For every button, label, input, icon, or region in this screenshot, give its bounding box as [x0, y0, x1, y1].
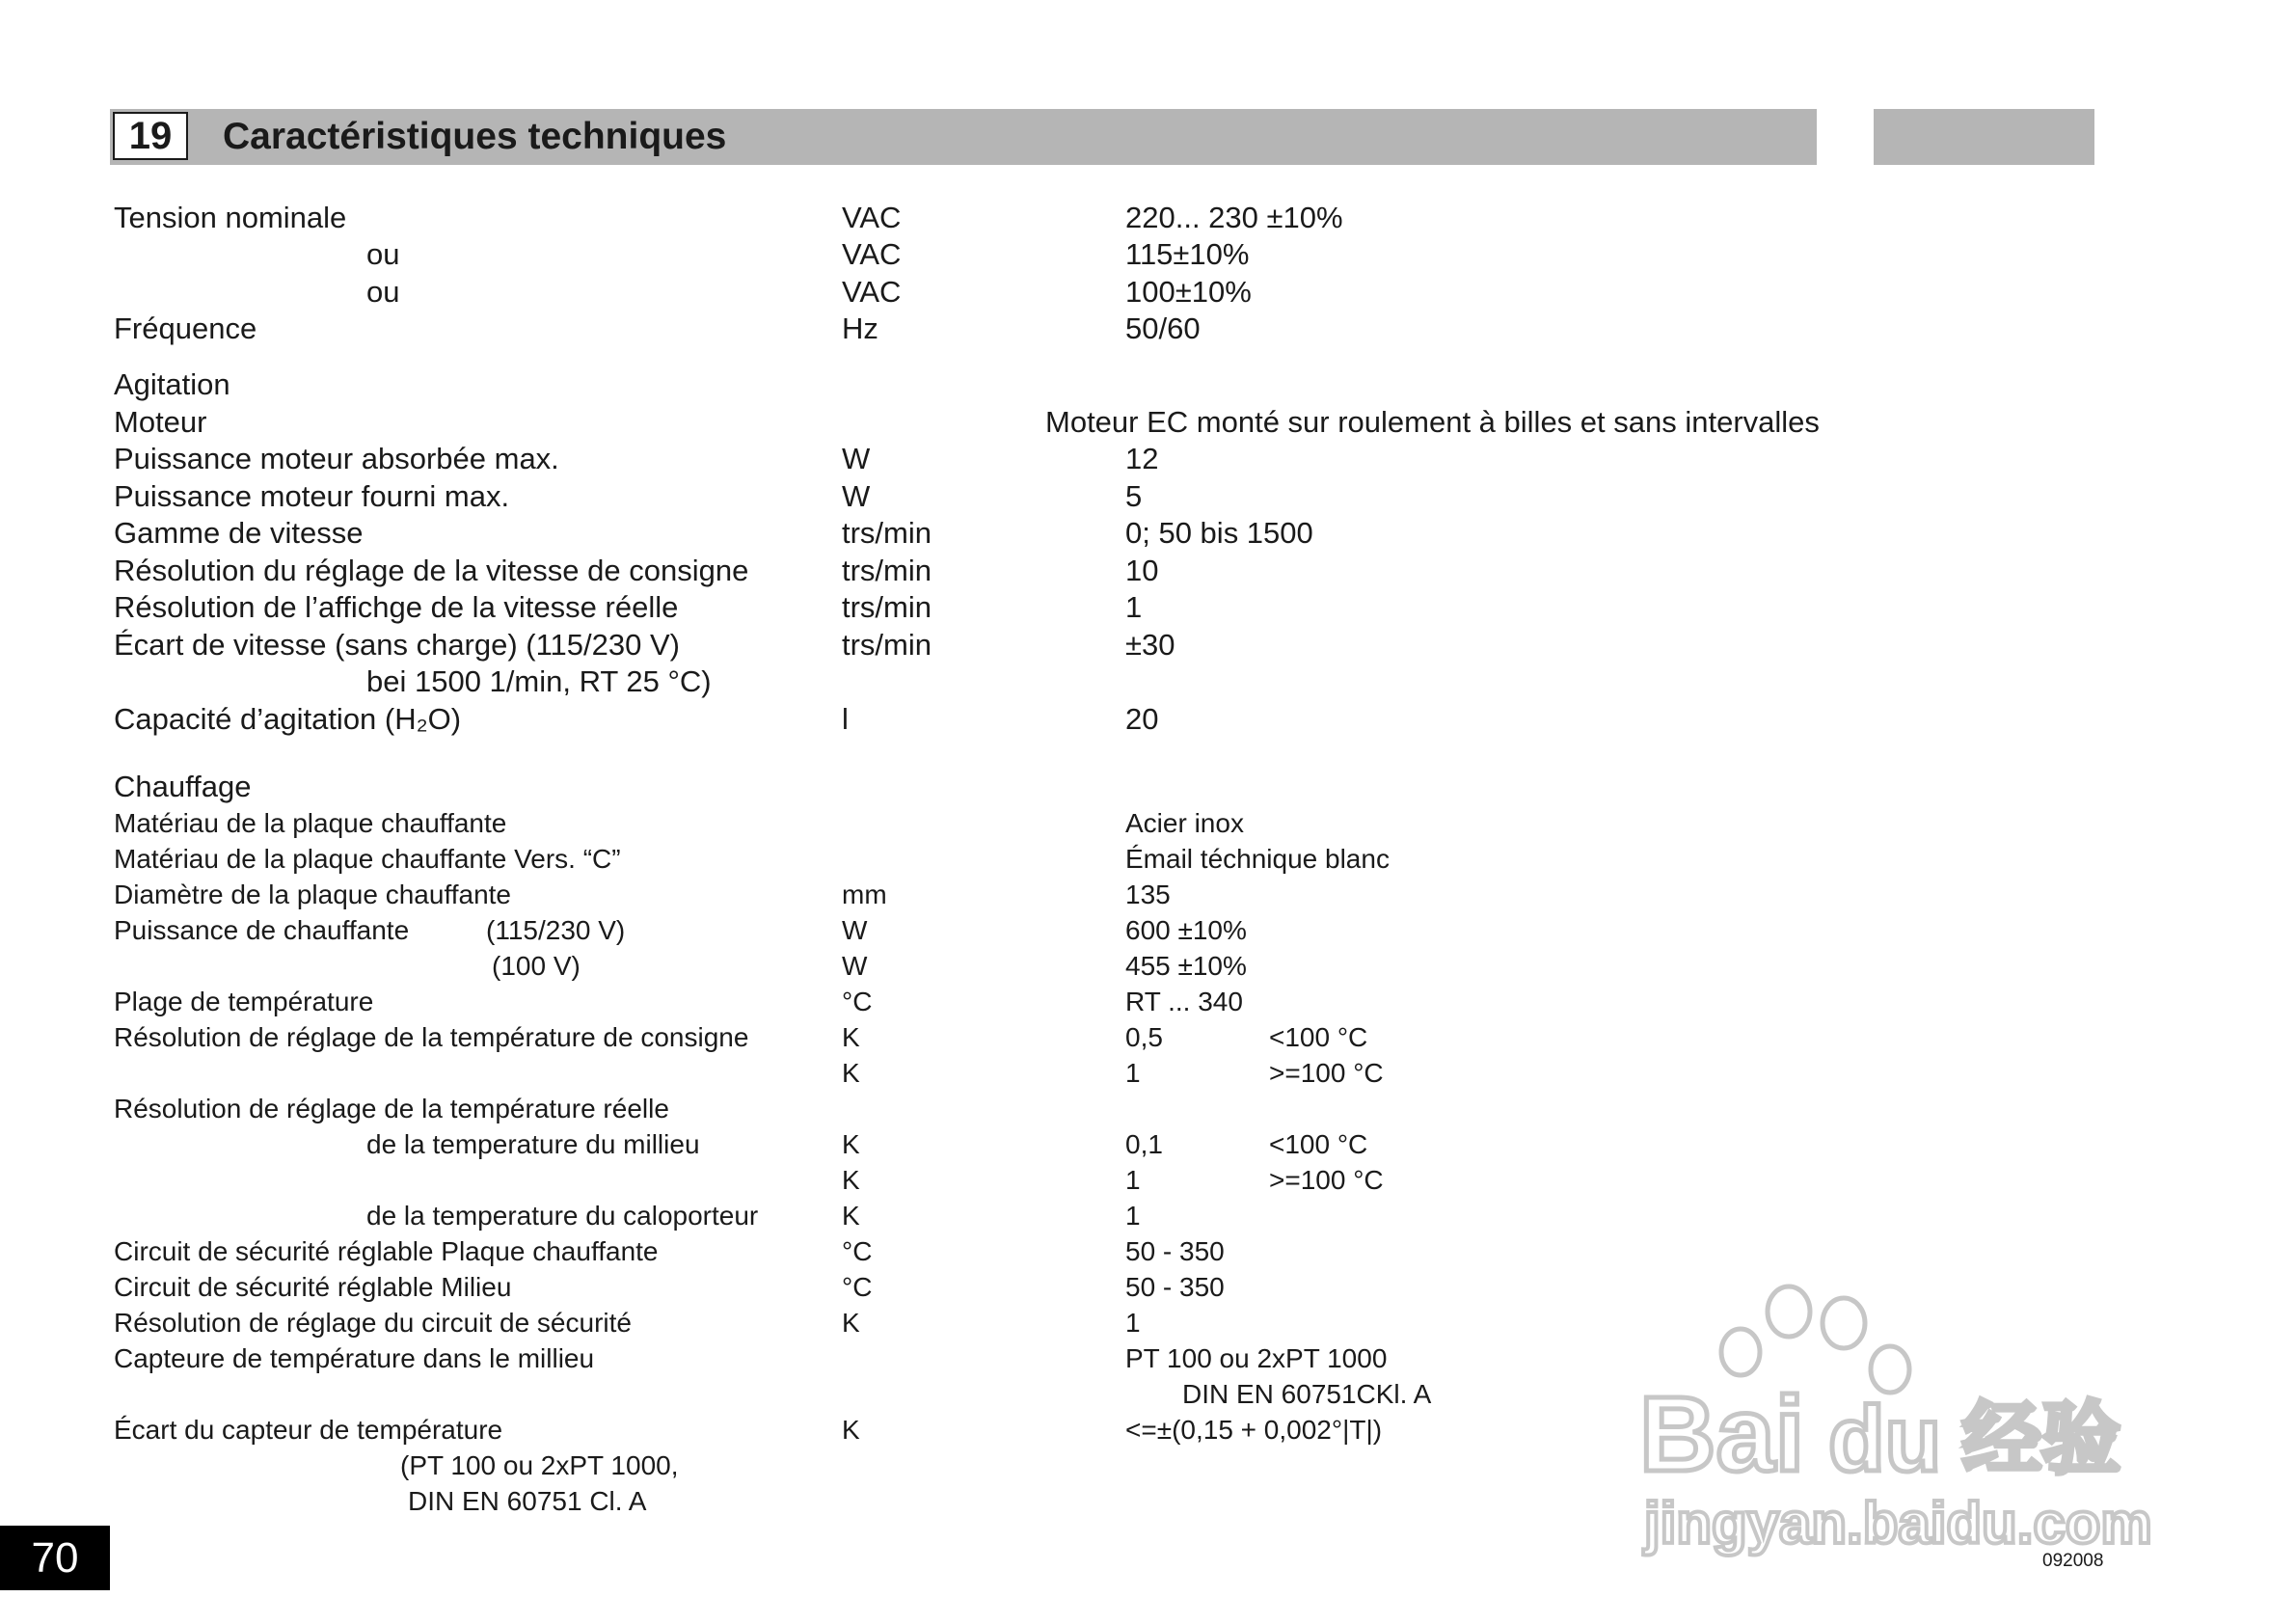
spec-row: [0, 515, 2296, 552]
spec-row: [0, 1198, 2296, 1234]
spec-value: 50 - 350: [1125, 1236, 1225, 1266]
spec-unit: K: [842, 1201, 860, 1231]
spec-value: 1: [1125, 1201, 1141, 1231]
spec-unit: trs/min: [842, 628, 932, 662]
spec-unit: W: [842, 915, 868, 945]
spec-row: [0, 701, 2296, 738]
spec-row: [0, 589, 2296, 626]
spec-value: 0,1: [1125, 1129, 1163, 1159]
spec-row: [0, 663, 2296, 700]
spec-label: Capteure de température dans le millieu: [114, 1343, 595, 1373]
spec-value: 1: [1125, 1308, 1141, 1338]
spec-row: [0, 948, 2296, 985]
spec-value: 600 ±10%: [1125, 915, 1247, 945]
spec-label: Résolution du réglage de la vitesse de consigne: [114, 554, 749, 587]
spec-label: Circuit de sécurité réglable Milieu: [114, 1272, 512, 1302]
spec-row: [0, 311, 2296, 347]
spec-value: <=±(0,15 + 0,002°|T|): [1125, 1415, 1383, 1445]
spec-label: Résolution de réglage du circuit de sécurité: [114, 1308, 632, 1338]
spec-label: Matériau de la plaque chauffante: [114, 808, 507, 838]
spec-label: Moteur: [114, 405, 207, 439]
spec-value: 115±10%: [1125, 237, 1250, 271]
spec-row: [0, 1019, 2296, 1056]
spec-label: Gamme de vitesse: [114, 516, 364, 550]
spec-row: [0, 984, 2296, 1020]
page-number: 70: [0, 1526, 110, 1590]
spec-unit: K: [842, 1308, 860, 1338]
spec-unit: W: [842, 479, 871, 513]
spec-row: [0, 478, 2296, 515]
paw-toe-4: [1871, 1346, 1909, 1393]
spec-value: 1: [1125, 1165, 1141, 1195]
spec-row: [0, 805, 2296, 842]
spec-unit: °C: [842, 987, 873, 1016]
spec-sublabel: (100 V): [492, 951, 581, 981]
spec-note: >=100 °C: [1269, 1165, 1384, 1195]
spec-row: [0, 274, 2296, 311]
paw-toe-3: [1721, 1329, 1760, 1375]
spec-row: [0, 1162, 2296, 1199]
paw-toe-1: [1768, 1286, 1810, 1337]
watermark-brand: Bai: [1639, 1375, 1805, 1494]
spec-value: 5: [1125, 479, 1143, 513]
spec-row: [0, 366, 2296, 403]
paw-toe-2: [1823, 1298, 1865, 1348]
spec-unit: trs/min: [842, 590, 932, 624]
spec-row: [0, 627, 2296, 663]
spec-unit: Hz: [842, 311, 878, 345]
spec-row: [0, 1233, 2296, 1270]
spec-value: 0; 50 bis 1500: [1125, 516, 1313, 550]
spec-label: DIN EN 60751 Cl. A: [408, 1486, 647, 1516]
spec-label: Circuit de sécurité réglable Plaque chauffante: [114, 1236, 659, 1266]
spec-value: 0,5: [1125, 1022, 1163, 1052]
spec-label: Résolution de réglage de la température de consigne: [114, 1022, 749, 1052]
spec-label: Diamètre de la plaque chauffante: [114, 880, 511, 909]
spec-row: [0, 200, 2296, 236]
spec-value: Moteur EC monté sur roulement à billes et sans intervalles: [1045, 405, 1820, 439]
spec-row: [0, 841, 2296, 878]
watermark-brand2: du: [1828, 1388, 1942, 1491]
spec-row: [0, 877, 2296, 913]
spec-value: Émail téchnique blanc: [1125, 844, 1390, 874]
spec-row: [0, 769, 2296, 805]
document-code: 092008: [2042, 1551, 2104, 1571]
spec-sublabel: (115/230 V): [486, 915, 626, 945]
spec-value: 135: [1125, 880, 1171, 909]
spec-unit: mm: [842, 880, 887, 909]
spec-label: Fréquence: [114, 311, 257, 345]
chapter-number: 19: [113, 112, 188, 160]
spec-unit: K: [842, 1165, 860, 1195]
spec-value: 100±10%: [1125, 275, 1252, 309]
spec-label: (PT 100 ou 2xPT 1000,: [400, 1450, 679, 1480]
spec-row: [0, 236, 2296, 273]
spec-value: 220... 230 ±10%: [1125, 201, 1343, 234]
baidu-watermark-logo: [1581, 1283, 2199, 1562]
spec-label: Matériau de la plaque chauffante Vers. “C”: [114, 844, 621, 874]
spec-unit: trs/min: [842, 554, 932, 587]
spec-value: Acier inox: [1125, 808, 1244, 838]
spec-note: <100 °C: [1269, 1129, 1368, 1159]
spec-row: [0, 1126, 2296, 1163]
spec-unit: °C: [842, 1236, 873, 1266]
spec-row: [0, 1091, 2296, 1127]
spec-label: Résolution de l’affichge de la vitesse réelle: [114, 590, 679, 624]
spec-value: 1: [1125, 1058, 1141, 1088]
spec-label: Puissance moteur fourni max.: [114, 479, 510, 513]
watermark-url: jingyan.baidu.com: [1644, 1491, 2152, 1556]
spec-unit: l: [842, 702, 849, 736]
header-bar-tab: [1874, 109, 2094, 165]
spec-value: PT 100 ou 2xPT 1000: [1125, 1343, 1388, 1373]
spec-label: Agitation: [114, 367, 230, 401]
spec-unit: VAC: [842, 275, 902, 309]
spec-row: [0, 404, 2296, 441]
spec-value: RT ... 340: [1125, 987, 1243, 1016]
spec-unit: K: [842, 1058, 860, 1088]
spec-row: [0, 1055, 2296, 1092]
spec-label: Plage de température: [114, 987, 374, 1016]
spec-unit: K: [842, 1022, 860, 1052]
spec-unit: K: [842, 1129, 860, 1159]
spec-value: 50/60: [1125, 311, 1201, 345]
spec-unit: °C: [842, 1272, 873, 1302]
spec-value: 455 ±10%: [1125, 951, 1247, 981]
spec-label: Puissance de chauffante: [114, 915, 410, 945]
spec-note: >=100 °C: [1269, 1058, 1384, 1088]
spec-row: [0, 441, 2296, 477]
spec-unit: W: [842, 442, 871, 475]
watermark-brand-cn: 经验: [1962, 1394, 2121, 1485]
spec-value: 10: [1125, 554, 1159, 587]
spec-value: 20: [1125, 702, 1159, 736]
spec-unit: K: [842, 1415, 860, 1445]
spec-unit: VAC: [842, 201, 902, 234]
spec-label: ou: [366, 237, 400, 271]
spec-value: 12: [1125, 442, 1159, 475]
spec-value: DIN EN 60751CKl. A: [1182, 1379, 1432, 1409]
spec-label: Écart du capteur de température: [114, 1415, 503, 1445]
spec-label: Résolution de réglage de la température réelle: [114, 1094, 669, 1123]
spec-unit: trs/min: [842, 516, 932, 550]
spec-row: [0, 912, 2296, 949]
spec-label: de la temperature du millieu: [366, 1129, 700, 1159]
spec-value: 1: [1125, 590, 1143, 624]
page-title: Caractéristiques techniques: [223, 116, 727, 157]
spec-unit: W: [842, 951, 868, 981]
spec-label: de la temperature du caloporteur: [366, 1201, 759, 1231]
spec-note: <100 °C: [1269, 1022, 1368, 1052]
spec-label: bei 1500 1/min, RT 25 °C): [366, 664, 712, 698]
spec-unit: VAC: [842, 237, 902, 271]
spec-label: Écart de vitesse (sans charge) (115/230 V): [114, 628, 680, 662]
spec-value: 50 - 350: [1125, 1272, 1225, 1302]
spec-label: Tension nominale: [114, 201, 347, 234]
spec-label: Puissance moteur absorbée max.: [114, 442, 559, 475]
spec-value: ±30: [1125, 628, 1175, 662]
spec-label: ou: [366, 275, 400, 309]
spec-label: Capacité d’agitation (H₂O): [114, 702, 462, 736]
spec-label: Chauffage: [114, 770, 252, 803]
spec-row: [0, 553, 2296, 589]
